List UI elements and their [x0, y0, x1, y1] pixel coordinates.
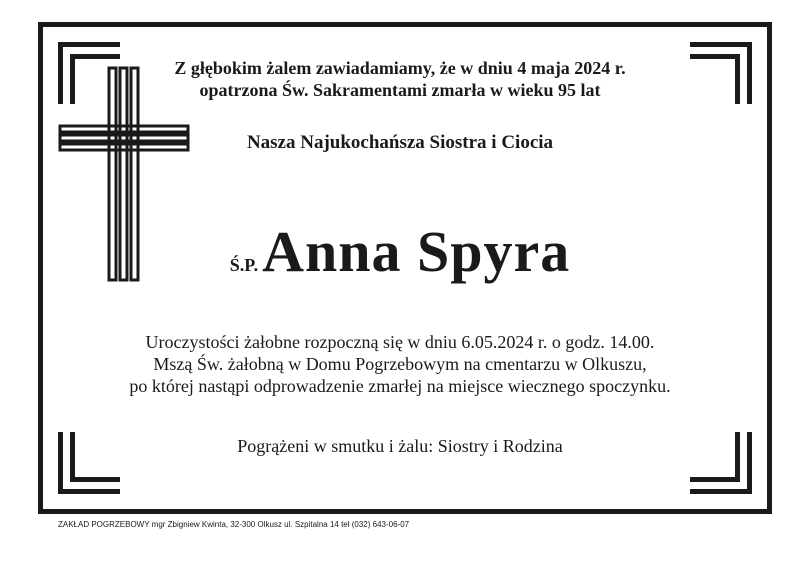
deceased-name: Anna Spyra [262, 219, 571, 284]
deceased-name-row [0, 218, 800, 285]
name-prefix: Ś.P. [229, 255, 259, 275]
ceremony-line-3: po której nastąpi odprowadzenie zmarłej na miejsce wiecznego spoczynku. [129, 376, 671, 396]
ceremony-line-1: Uroczystości żałobne rozpoczną się w dniu 6.05.2024 r. o godz. 14.00. [145, 332, 655, 352]
ceremony-details [80, 331, 720, 397]
ceremony-line-2: Mszą Św. żałobną w Domu Pogrzebowym na cmentarzu w Olkuszu, [153, 354, 647, 374]
intro-line-1: Z głębokim żalem zawiadamiamy, że w dniu 4 maja 2024 r. [174, 58, 626, 78]
relation-line: Nasza Najukochańsza Siostra i Ciocia [246, 132, 554, 153]
mourners-line: Pogrążeni w smutku i żalu: Siostry i Rodzina [237, 436, 563, 456]
funeral-home-footer: ZAKŁAD POGRZEBOWY mgr Zbigniew Kwinta, 32-300 Olkusz ul. Szpitalna 14 tel (032) 643-06-07 [58, 520, 410, 529]
intro-line-2: opatrzona Św. Sakramentami zmarła w wieku 95 lat [199, 80, 601, 100]
